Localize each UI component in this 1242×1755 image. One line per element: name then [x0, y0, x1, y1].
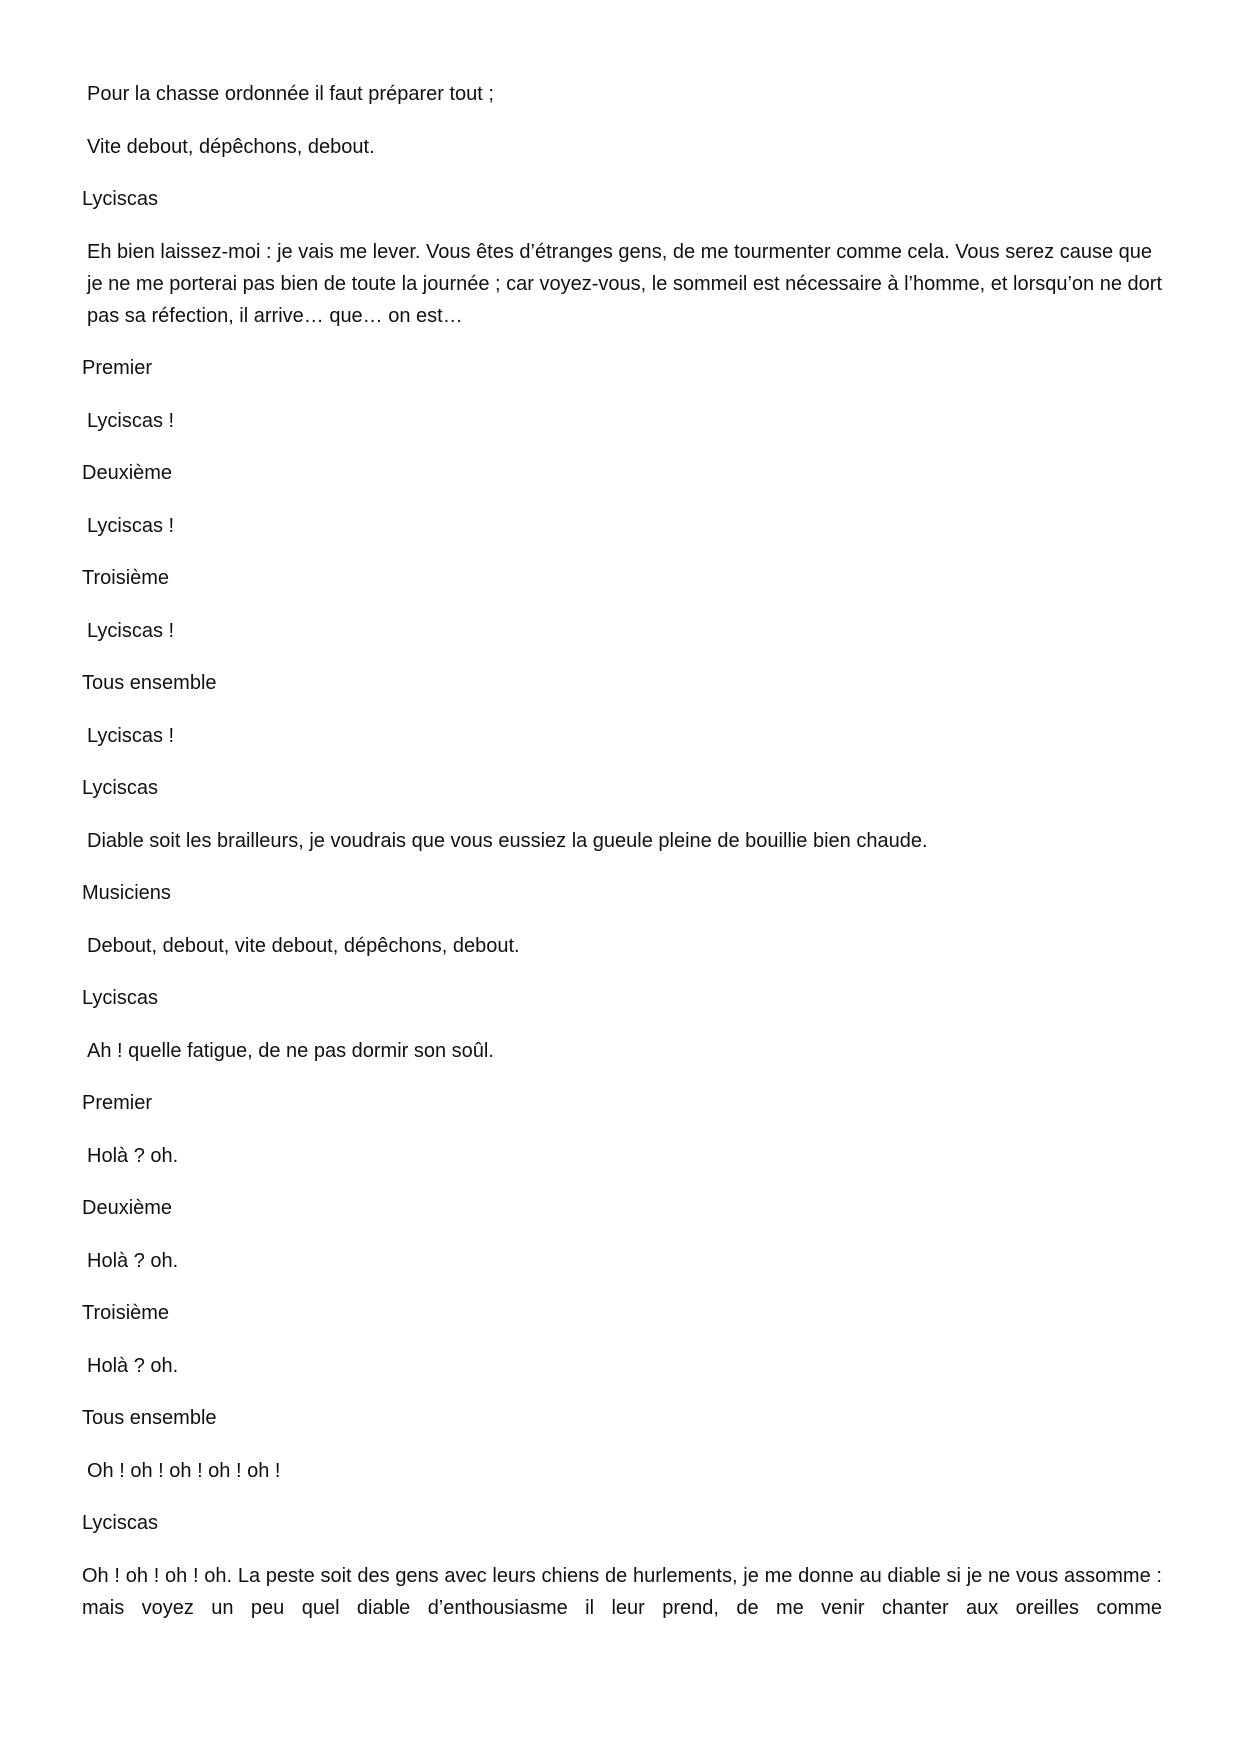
dialogue-line: Oh ! oh ! oh ! oh ! oh ! — [87, 1459, 281, 1482]
speaker-name: Lyciscas — [82, 188, 158, 210]
dialogue-paragraph: Oh ! oh ! oh ! oh. La peste soit des gens avec leurs chiens de hurlements, je me donne au diable si je ne vous assomme : mais voyez un peu quel diable d’enthousiasme il leur prend, de me venir chanter aux oreilles comme — [82, 1564, 1162, 1619]
verse-line: Vite debout, dépêchons, debout. — [87, 135, 375, 158]
speaker-name: Troisième — [82, 567, 170, 589]
dialogue-line: Lyciscas ! — [87, 409, 175, 432]
document-page — [82, 78, 1162, 1644]
speaker-name: Lyciscas — [82, 987, 158, 1009]
speaker-name: Tous ensemble — [82, 672, 217, 694]
speaker-name: Musiciens — [82, 882, 171, 904]
verse-line: Pour la chasse ordonnée il faut préparer tout ; — [87, 83, 494, 105]
speaker-name: Deuxième — [82, 462, 173, 484]
speaker-name: Troisième — [82, 1302, 170, 1324]
dialogue-line: Diable soit les brailleurs, je voudrais que vous eussiez la gueule pleine de bouillie bien chaude. — [87, 829, 928, 852]
dialogue-line: Ah ! quelle fatigue, de ne pas dormir son soûl. — [87, 1039, 494, 1062]
speaker-name: Lyciscas — [82, 777, 158, 799]
dialogue-line: Lyciscas ! — [87, 619, 175, 642]
dialogue-line: Debout, debout, vite debout, dépêchons, debout. — [87, 934, 520, 957]
dialogue-line: Holà ? oh. — [87, 1354, 179, 1377]
speaker-name: Deuxième — [82, 1197, 173, 1219]
speaker-name: Tous ensemble — [82, 1407, 217, 1429]
dialogue-paragraph: Eh bien laissez-moi : je vais me lever. Vous êtes d’étranges gens, de me tourmenter comme cela. Vous serez cause que je ne me porterai pas bien de toute la journée ; car voyez-vous, le sommeil est nécessaire à l’homme, et lorsqu’on ne dort pas sa réfection, il arrive… que… on est… — [87, 240, 1162, 327]
speaker-name: Premier — [82, 357, 153, 379]
speaker-name: Lyciscas — [82, 1512, 158, 1534]
dialogue-line: Holà ? oh. — [87, 1144, 179, 1167]
dialogue-line: Holà ? oh. — [87, 1249, 179, 1272]
dialogue-line: Lyciscas ! — [87, 724, 175, 747]
speaker-name: Premier — [82, 1092, 153, 1114]
dialogue-line: Lyciscas ! — [87, 514, 175, 537]
